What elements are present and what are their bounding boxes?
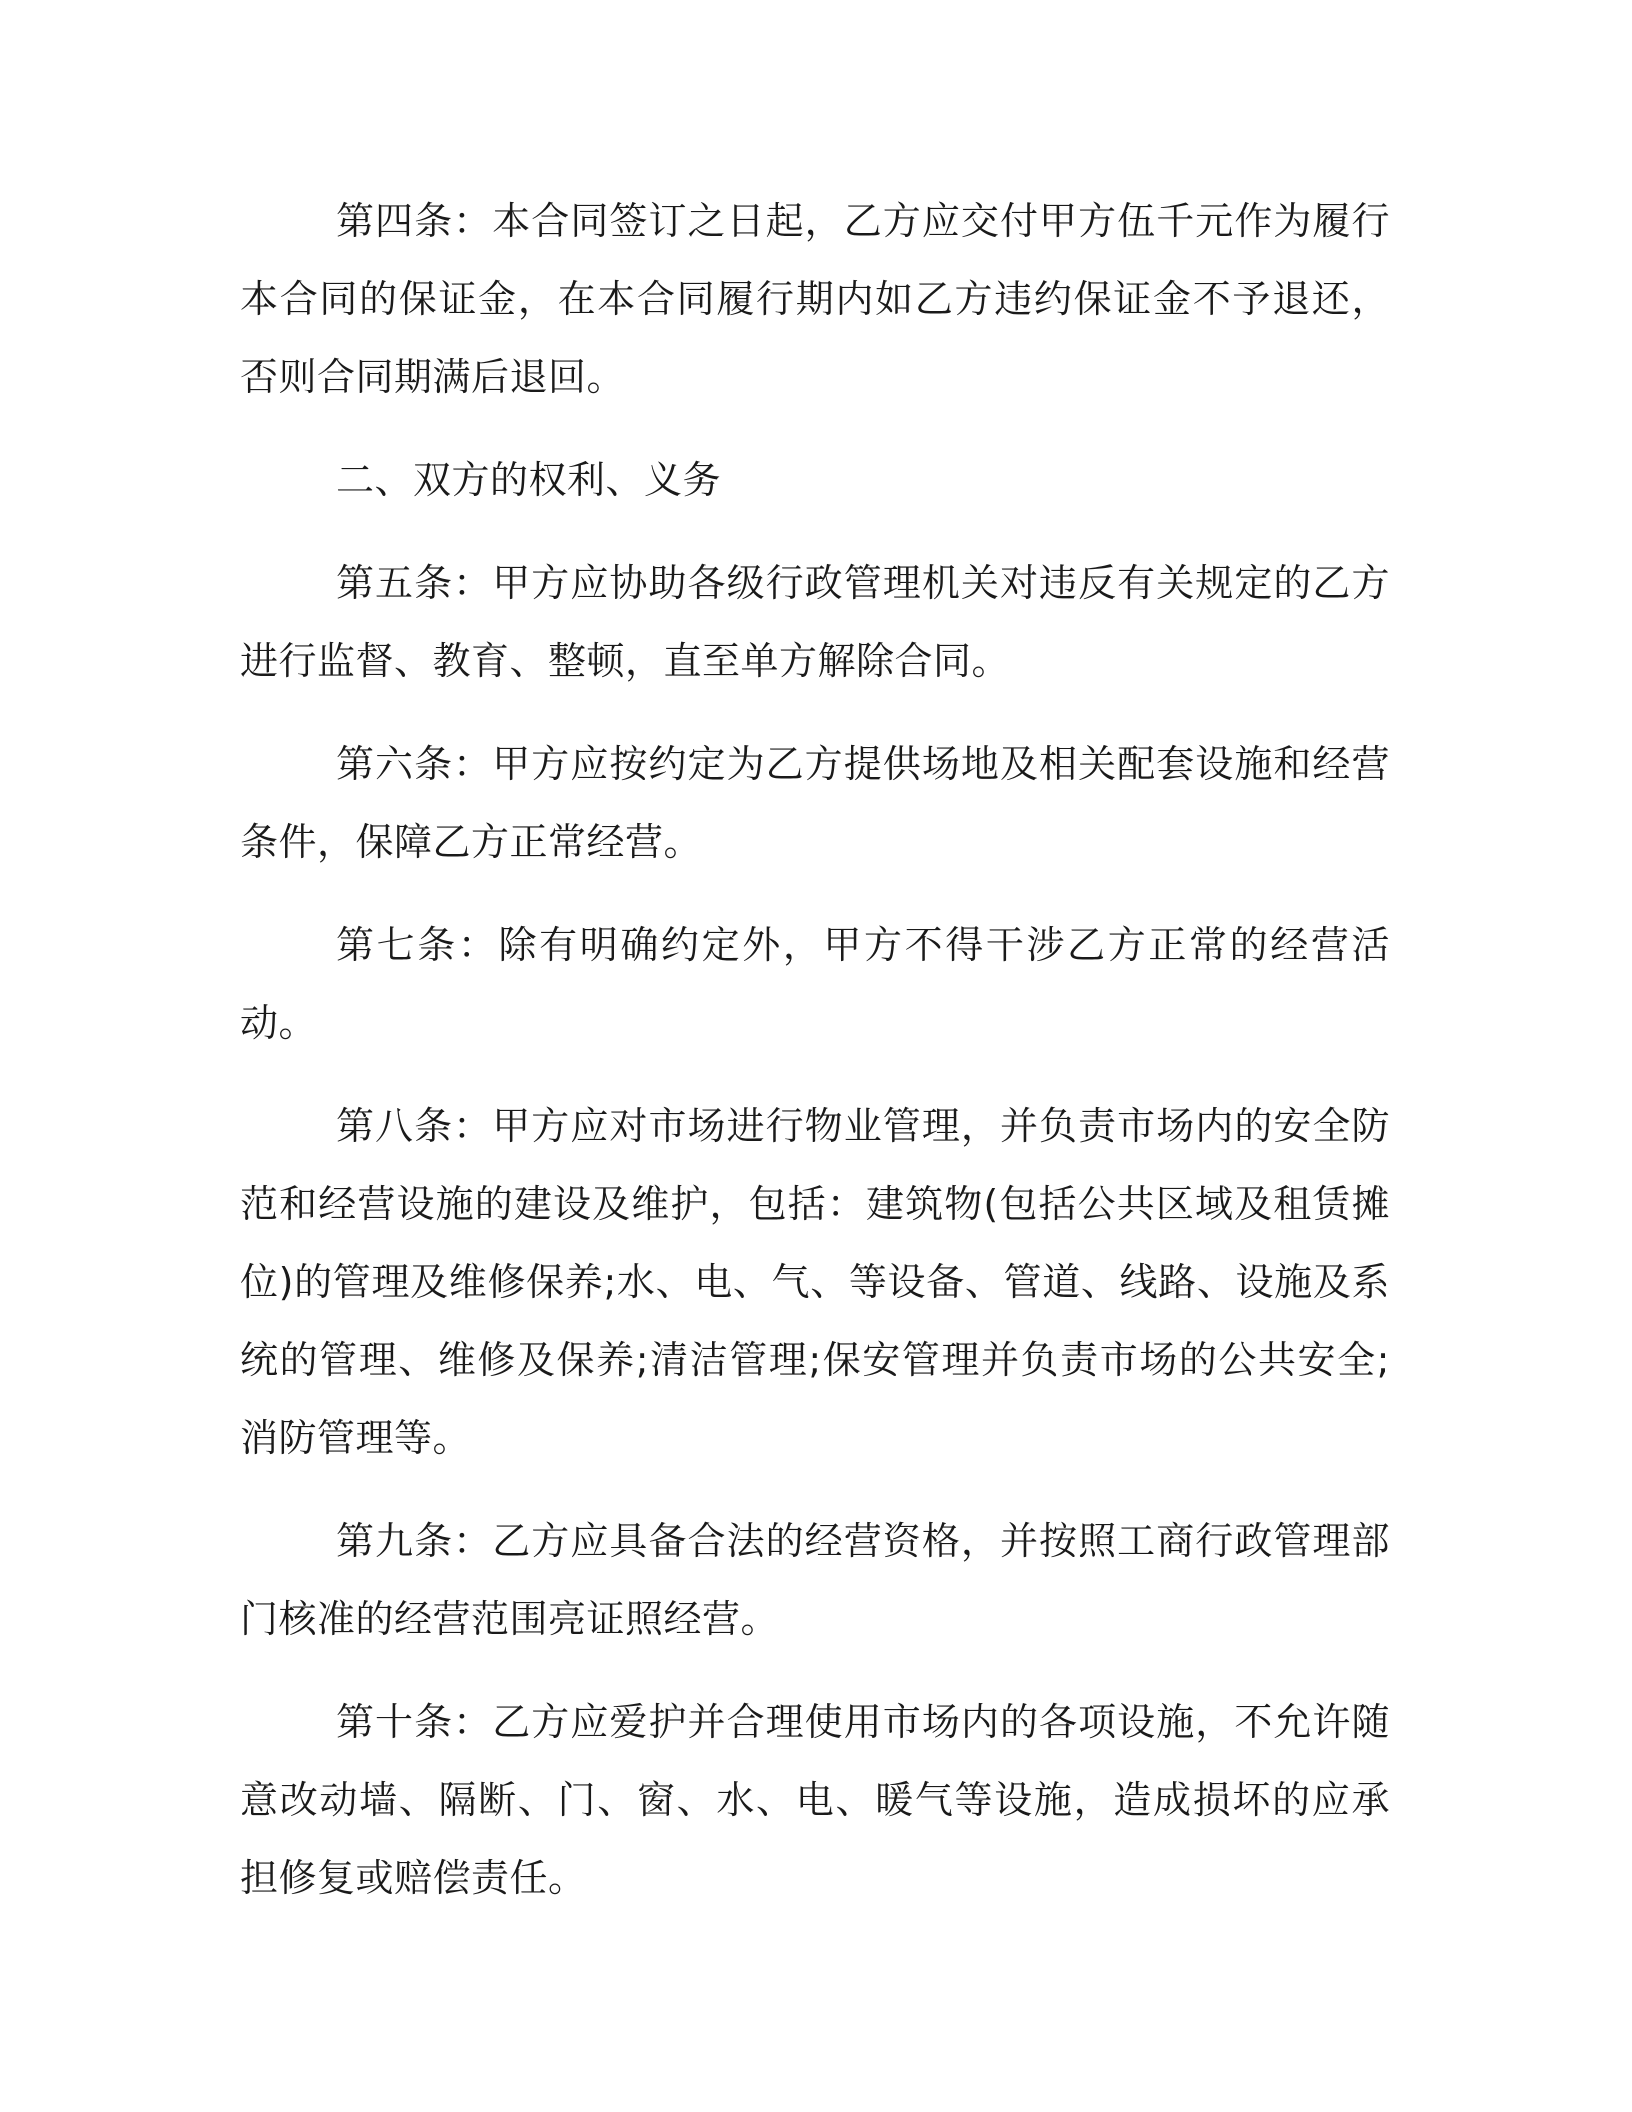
article-4: 第四条：本合同签订之日起，乙方应交付甲方伍千元作为履行本合同的保证金，在本合同履行期内如乙方违约保证金不予退还，否则合同期满后退回。: [240, 199, 1390, 399]
contract-body: [240, 182, 1390, 1942]
article-5: 第五条：甲方应协助各级行政管理机关对违反有关规定的乙方进行监督、教育、整顿，直至单方解除合同。: [240, 561, 1390, 683]
article-10: 第十条：乙方应爱护并合理使用市场内的各项设施，不允许随意改动墙、隔断、门、窗、水、电、暖气等设施，造成损坏的应承担修复或赔偿责任。: [240, 1700, 1390, 1900]
article-6: 第六条：甲方应按约定为乙方提供场地及相关配套设施和经营条件，保障乙方正常经营。: [240, 742, 1390, 864]
article-8: 第八条：甲方应对市场进行物业管理，并负责市场内的安全防范和经营设施的建设及维护，包括：建筑物(包括公共区域及租赁摊位)的管理及维修保养;水、电、气、等设备、管道、线路、设施及系统的管理、维修及保养;清洁管理;保安管理并负责市场的公共安全;消防管理等。: [240, 1104, 1390, 1460]
article-9: 第九条：乙方应具备合法的经营资格，并按照工商行政管理部门核准的经营范围亮证照经营。: [240, 1519, 1390, 1641]
section-heading-rights-obligations: 二、双方的权利、义务: [336, 458, 722, 502]
article-7: 第七条：除有明确约定外，甲方不得干涉乙方正常的经营活动。: [240, 923, 1390, 1045]
